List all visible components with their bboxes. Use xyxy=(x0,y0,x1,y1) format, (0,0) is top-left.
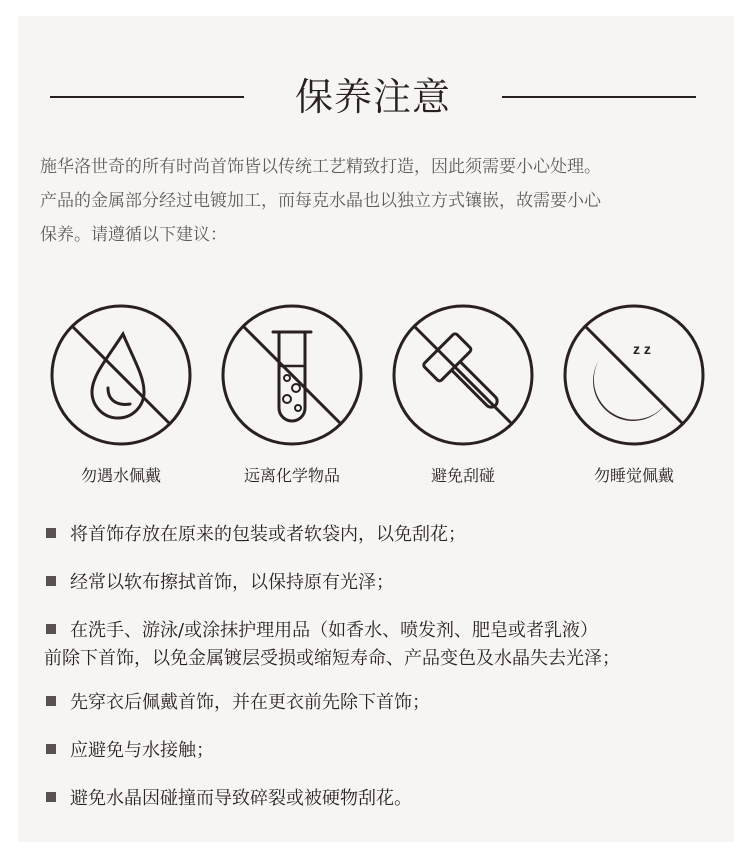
tip-item xyxy=(46,568,726,598)
bullet-square-icon xyxy=(46,696,56,706)
intro-line: 产品的金属部分经过电镀加工，而每克水晶也以独立方式镶嵌，故需要小心 xyxy=(40,191,601,211)
no-scratch-icon xyxy=(392,304,534,446)
icon-label-no-sleeping: 勿睡觉佩戴 xyxy=(593,466,674,485)
icon-label-no-water: 勿遇水佩戴 xyxy=(80,466,161,485)
tip-item xyxy=(46,616,726,646)
tip-text: 在洗手、游泳/或涂抹护理用品（如香水、喷发剂、肥皂或者乳液） xyxy=(70,620,599,641)
tip-item xyxy=(46,520,726,550)
no-water-icon xyxy=(50,304,192,446)
tip-item xyxy=(46,736,726,766)
hammer-icon xyxy=(392,304,534,446)
tip-item xyxy=(46,784,726,814)
title-row xyxy=(18,74,734,124)
no-chemicals-icon xyxy=(221,304,363,446)
tip-text: 经常以软布擦拭首饰，以保持原有光泽； xyxy=(70,572,394,593)
tip-text: 先穿衣后佩戴首饰，并在更衣前先除下首饰； xyxy=(70,692,430,713)
moon-sleep-icon xyxy=(563,304,705,446)
no-sleeping-icon xyxy=(563,304,705,446)
tip-item-continuation xyxy=(44,644,724,674)
tip-text: 将首饰存放在原来的包装或者软袋内，以免刮花； xyxy=(70,524,466,545)
title-divider-left xyxy=(50,96,244,98)
care-card xyxy=(18,16,734,842)
test-tube-icon xyxy=(221,304,363,446)
bullet-square-icon xyxy=(46,624,56,634)
intro-line: 施华洛世奇的所有时尚首饰皆以传统工艺精致打造，因此须需要小心处理。 xyxy=(40,157,601,177)
tip-text: 前除下首饰，以免金属镀层受损或缩短寿命、产品变色及水晶失去光泽； xyxy=(44,648,620,669)
water-drop-icon xyxy=(50,304,192,446)
sleep-z-glyph: z z xyxy=(633,341,651,357)
bullet-square-icon xyxy=(46,792,56,802)
bullet-square-icon xyxy=(46,744,56,754)
bullet-square-icon xyxy=(46,576,56,586)
intro-line: 保养。请遵循以下建议： xyxy=(40,225,227,245)
tip-text: 应避免与水接触； xyxy=(70,740,214,761)
bullet-square-icon xyxy=(46,528,56,538)
intro-paragraph xyxy=(40,150,730,252)
icon-label-no-chemicals: 远离化学物品 xyxy=(243,466,340,485)
tip-text: 避免水晶因碰撞而导致碎裂或被硬物刮花。 xyxy=(70,788,412,809)
page-title: 保养注意 xyxy=(294,75,451,119)
title-divider-right xyxy=(502,96,696,98)
icon-label-no-scratch: 避免刮碰 xyxy=(430,466,495,485)
tip-item xyxy=(46,688,726,718)
